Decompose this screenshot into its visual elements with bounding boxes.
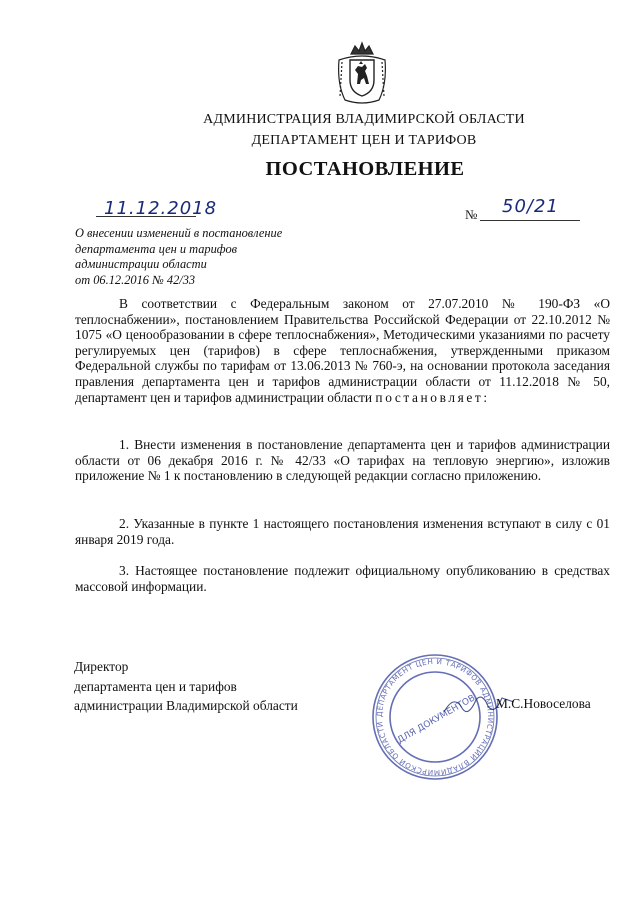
position-line: департамента цен и тарифов (74, 678, 237, 694)
document-type-title: ПОСТАНОВЛЕНИЕ (265, 158, 465, 180)
stamp-outer-text: ДЕПАРТАМЕНТ ЦЕН И ТАРИФОВ АДМИНИСТРАЦИИ ВЛАДИМИРСКОЙ ОБЛАСТИ (374, 656, 496, 778)
position-line: Директор (74, 659, 129, 674)
document-number: 50/21 (502, 196, 559, 217)
org-name-line1: АДМИНИСТРАЦИЯ ВЛАДИМИРСКОЙ ОБЛАСТИ (203, 112, 525, 127)
number-sign: № (465, 207, 478, 222)
decree-word: постановляет: (375, 389, 490, 405)
position-line: администрации Владимирской области (74, 698, 298, 713)
subject-line: от 06.12.2016 № 42/33 (75, 272, 196, 287)
number-underline (480, 220, 580, 221)
subject-block (75, 226, 282, 288)
clause-3-text: 3. Настоящее постановление подлежит официальному опубликованию в средствах массовой информации. (75, 563, 610, 594)
document-date: 11.12.2018 (104, 198, 218, 219)
subject-line: департамента цен и тарифов (75, 241, 238, 256)
coat-of-arms-emblem (331, 40, 393, 106)
signatory-position (74, 657, 298, 716)
subject-line: О внесении изменений в постановление (75, 226, 283, 240)
preamble-text: В соответствии с Федеральным законом от 27.07.2010 № 190-ФЗ «О теплоснабжении», постановлением Правительства Российской Федерации от 22.10.2012 № 1075 «О ценообразовании в сфере теплоснабжения», Методическими указаниями по расчету регулируемых цен (тарифов) в сфере теплоснабжения, утвержденными приказом Федеральной службы по тарифам от 13.06.2013 № 760-э, на основании протокола заседания правления департамента цен и тарифов администрации области от 11.12.2018 № 50, департамент цен и тарифов администрации области (75, 296, 610, 405)
clause-2 (75, 516, 610, 547)
clause-1-text: 1. Внести изменения в постановление департамента цен и тарифов администрации области от 06 декабря 2016 г. № 42/33 «О тарифах на тепловую энергию», изложив приложение № 1 к постановлению в следующей редакции согласно приложению. (75, 437, 610, 484)
clause-1 (75, 437, 610, 484)
org-name-line2: ДЕПАРТАМЕНТ ЦЕН И ТАРИФОВ (251, 133, 477, 148)
stamp-inner-text: ДЛЯ ДОКУМЕНТОВ (395, 693, 478, 746)
date-underline (96, 216, 196, 217)
subject-line: администрации области (75, 257, 207, 271)
clause-3 (75, 563, 610, 594)
signatory-name: М.С.Новоселова (496, 696, 591, 711)
clause-2-text: 2. Указанные в пункте 1 настоящего постановления изменения вступают в силу с 01 января 2019 года. (75, 516, 610, 547)
preamble-paragraph (75, 296, 610, 405)
